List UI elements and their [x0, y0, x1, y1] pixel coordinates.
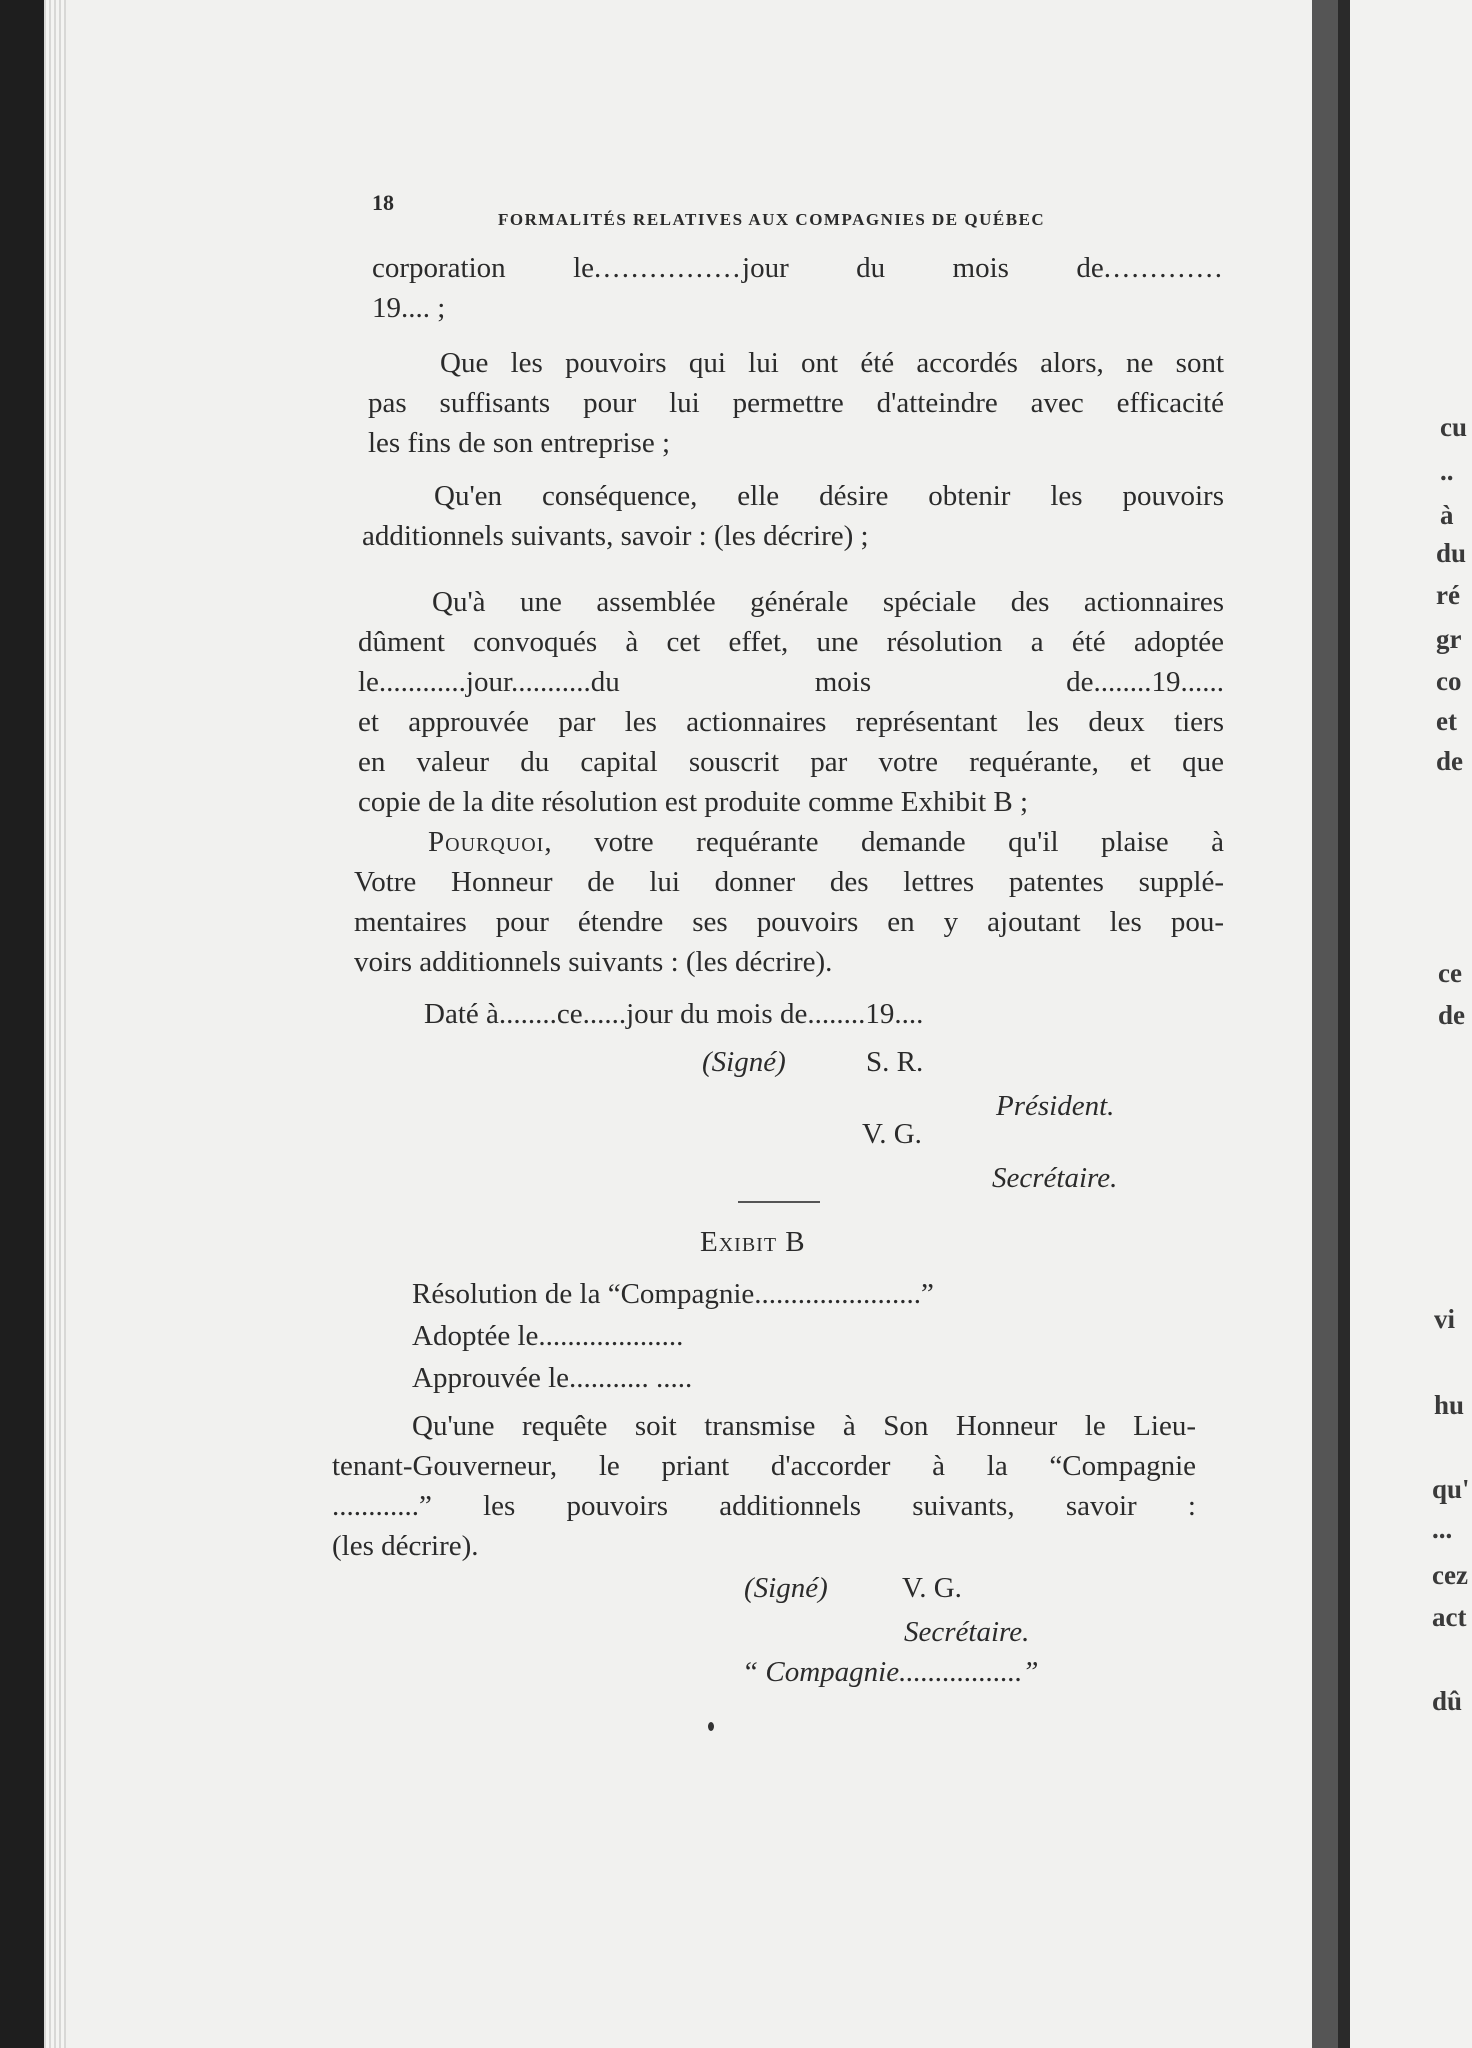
- right-page-edge: [1338, 0, 1350, 2048]
- title-secretary: Secrétaire.: [992, 1162, 1118, 1194]
- right-fragment: cu: [1440, 412, 1467, 442]
- exhibit-paragraph: Qu'une requête soit transmise à Son Honneur le Lieu- tenant-Gouverneur, le priant d'accorder à la “Compagnie ............” les pouvoirs additionnels suivants, savoir : (les décrire).: [332, 1410, 1196, 1562]
- right-fragment: de: [1436, 746, 1463, 776]
- title-president: Président.: [996, 1090, 1115, 1122]
- adopted-line: Adoptée le....................: [412, 1320, 684, 1352]
- date-line: Daté à........ce......jour du mois de........19....: [424, 998, 924, 1030]
- paragraph-powers-insufficient: Que les pouvoirs qui lui ont été accordés alors, ne sont pas suffisants pour lui permettre d'atteindre avec efficacité les fins de son entreprise ;: [368, 347, 1224, 459]
- page-number: 18: [372, 190, 394, 215]
- exhibit-company-line: “ Compagnie.................”: [742, 1656, 1039, 1688]
- right-fragment: ré: [1436, 580, 1460, 610]
- book-gutter: [1312, 0, 1338, 2048]
- right-fragment: et: [1436, 706, 1457, 736]
- resolution-line: Résolution de la “Compagnie.......................”: [412, 1278, 934, 1310]
- right-fragment: de: [1438, 1000, 1465, 1030]
- signer-president: S. R.: [866, 1046, 924, 1078]
- paragraph-general-meeting: Qu'à une assemblée générale spéciale des actionnaires dûment convoqués à cet effet, une résolution a été adoptée le............jour...........du mois de........19...... et approuvée par les actionnaires représentant les deux tiers en valeur du capital souscrit par votre requérante, et que copie de la dite résolution est produite comme Exhibit B ;: [358, 586, 1224, 818]
- opening-line-2: 19.... ;: [372, 292, 446, 324]
- exhibit-signer-title: Secrétaire.: [904, 1616, 1030, 1648]
- running-head: FORMALITÉS RELATIVES AUX COMPAGNIES DE QUÉBEC: [498, 210, 1046, 229]
- signed-label: (Signé): [702, 1046, 786, 1078]
- ink-speck: [708, 1722, 714, 1731]
- right-fragment: cez: [1432, 1560, 1468, 1590]
- petition-opening: [372, 248, 1224, 328]
- section-divider: [738, 1201, 820, 1203]
- signer-secretary: V. G.: [862, 1118, 922, 1150]
- pourquoi-smallcaps: Pourquoi: [428, 826, 545, 858]
- right-fragment: qu': [1432, 1474, 1470, 1504]
- right-fragment: hu: [1434, 1390, 1465, 1420]
- right-fragment: act: [1432, 1602, 1467, 1632]
- paragraph-wherefore: Pourquoi, votre requérante demande qu'il plaise à Votre Honneur de lui donner des lettres patentes supplé- mentaires pour étendre ses pouvoirs en y ajoutant les pou- voirs additionnels suivants : (les décrire).: [354, 826, 1224, 978]
- page-edge-stack: [44, 0, 66, 2048]
- right-fragment: dû: [1432, 1686, 1463, 1716]
- right-fragment: gr: [1436, 624, 1462, 654]
- right-fragment: ..: [1440, 456, 1454, 486]
- exhibit-heading: Exibit B: [700, 1226, 806, 1258]
- right-fragment: du: [1436, 538, 1467, 568]
- opening-line-1: corporation le................jour du mois de.............: [372, 252, 1224, 284]
- exhibit-signed-label: (Signé): [744, 1572, 828, 1604]
- exhibit-signer: V. G.: [902, 1572, 962, 1604]
- right-fragment: vi: [1434, 1304, 1456, 1334]
- paragraph-additional-powers: Qu'en conséquence, elle désire obtenir les pouvoirs additionnels suivants, savoir : (les décrire) ;: [362, 480, 1224, 552]
- right-fragment: ce: [1438, 958, 1462, 988]
- right-fragment: à: [1440, 500, 1454, 530]
- right-fragment: ...: [1432, 1514, 1453, 1544]
- approved-line: Approuvée le........... .....: [412, 1362, 693, 1394]
- right-fragment: co: [1436, 666, 1462, 696]
